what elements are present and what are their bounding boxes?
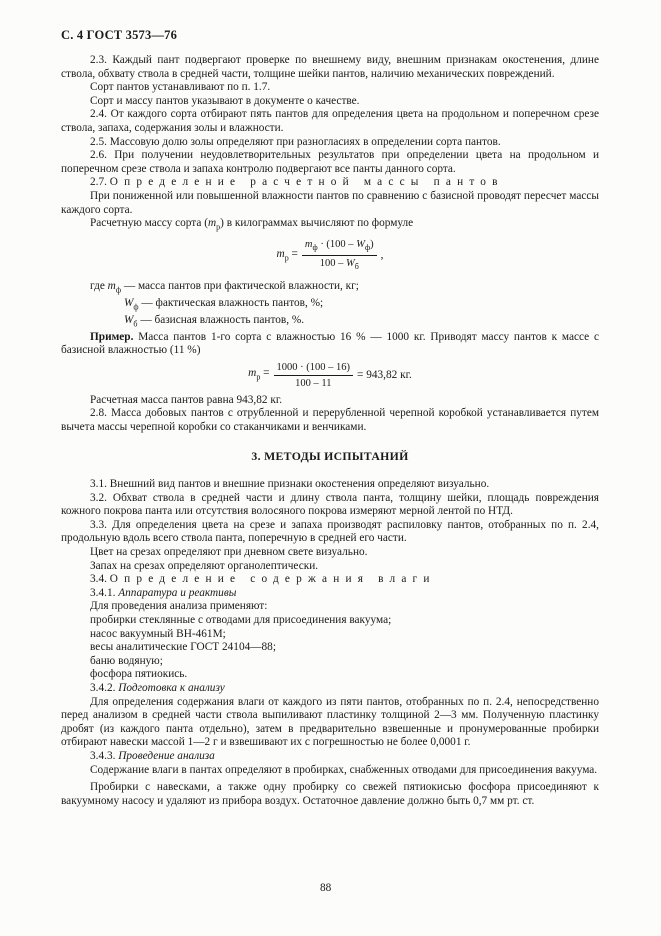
fraction [274,361,354,391]
paragraph-2-5: 2.5. Массовую долю золы определяют при разногласиях в определении сорта пантов. [90,135,501,148]
paragraph-2-4: 2.4. От каждого сорта отбирают пять пантов для определения цвета на продольном и поперечном срезе ствола, запаха, содержания золы и влажности. [61,108,599,134]
variable: W [345,258,355,270]
subscript: р [256,372,261,382]
numerator [302,238,377,257]
variable: W [124,313,134,326]
text-fragment: · (100 – [317,238,357,250]
paragraph-formula-intro [61,217,599,234]
clause-number: 3.4. [90,573,107,586]
equipment-item: пробирки стеклянные с отводами для присоединения вакуума; [90,614,392,626]
paragraph-smell: Запах на срезах определяют органолептически. [90,559,319,572]
subscript: б [354,262,359,272]
paragraph-grade-mass: Сорт и массу пантов указывают в документе о качестве. [90,94,360,107]
text-fragment: ) в килограммах вычисляют по формуле [220,217,414,230]
paragraph-result: Расчетная масса пантов равна 943,82 кг. [90,393,283,406]
paragraph-2-3: 2.3. Каждый пант подвергают проверке по внешнему виду, внешним признакам окостенения, длине ствола, обхвату ствола в средней части, толщине шейки пантов, наличию механических повреждений. [61,54,599,80]
subscript: ф [312,242,318,252]
equals-sign: = [291,247,298,260]
variable: m [107,279,116,292]
definition-w-b [61,314,599,331]
body-text [61,54,599,808]
paragraph-3-3: 3.3. Для определения цвета на срезе и запаха производят распиловку пантов, отобранных по п. 2.4, продольную вдоль всего ствола панта, поперечную в средней его части. [61,518,599,545]
formula-example [61,358,599,394]
paragraph-humidity: При пониженной или повышенной влажности пантов по сравнению с базисной проводят пересчет массы каждого сорта. [61,189,599,216]
denominator: 100 – 11 [295,378,332,390]
formula-calculated-mass [61,234,599,278]
paragraph-2-6: 2.6. При получении неудовлетворительных результатов при определении цвета на продольном и поперечном срезе ствола и запаха контролю подвергают все панты данного сорта. [61,149,599,175]
subscript: р [216,222,221,232]
result: = 943,82 кг. [357,368,412,381]
equipment-item: баню водяную; [90,654,163,667]
fraction [302,238,377,274]
denominator [320,256,359,274]
clause-number: 2.7. [90,176,107,189]
clause-number: 3.4.2. [90,681,116,694]
clause-number: 3.4.1. [90,586,116,599]
paragraph-example [61,331,599,358]
paragraph-apparatus-intro: Для проведения анализа применяют: [90,600,268,613]
definition-w-f [61,297,599,314]
paragraph-2-7 [61,176,599,190]
paragraph-analysis-b: Пробирки с навесками, а также одну пробирку со свежей пятиокисью фосфора присоединяют к вакуумному насосу и удаляют из прибора воздух. Остаточное давление должно быть 0,7 мм рт. ст. [61,781,599,807]
variable: W [124,296,134,309]
variable: W [356,238,365,250]
text-fragment: — масса пантов при фактической влажности, кг; [121,279,359,292]
variable: m [304,238,313,250]
subscript: ф [115,285,122,295]
equipment-item: фосфора пятиокись. [90,668,188,681]
paragraph-3-4-1 [61,587,599,601]
clause-title: Аппаратура и реактивы [118,586,237,599]
example-label: Пример. [90,330,134,343]
paragraph-3-4-2 [61,682,599,696]
paragraph-grade: Сорт пантов устанавливают по п. 1.7. [90,81,271,94]
equipment-item: насос вакуумный ВН-461М; [90,627,226,640]
page-number: 88 [320,882,332,894]
variable: m [276,247,285,260]
text-fragment: — фактическая влажность пантов, %; [138,296,324,309]
clause-number: 3.4.3. [90,749,116,762]
comma: , [380,249,384,262]
subscript: ф [133,302,139,312]
variable: m [207,217,217,230]
text-fragment: Расчетную массу сорта ( [90,217,208,230]
subscript: р [284,252,289,262]
paragraph-3-1: 3.1. Внешний вид пантов и внешние признаки окостенения определяют визуально. [90,478,490,491]
subscript: ф [364,242,371,252]
paragraph-3-4-3 [61,750,599,764]
text-fragment: 100 – [319,258,346,270]
equals-sign: = [263,367,270,380]
numerator: 1000 · (100 – 16) [274,361,354,377]
subscript: б [133,318,138,328]
text-fragment: — базисная влажность пантов, %. [137,313,305,326]
paragraph-3-4 [61,573,599,587]
variable: m [248,367,257,380]
clause-title: Подготовка к анализу [118,681,225,694]
text-fragment: ) [370,238,374,250]
text-fragment: где [90,279,108,292]
equipment-item: весы аналитические ГОСТ 24104—88; [90,641,276,654]
paragraph-color: Цвет на срезах определяют при дневном свете визуально. [90,546,368,559]
formula-definitions [61,280,599,331]
section-heading-3: 3. МЕТОДЫ ИСПЫТАНИЙ [251,449,409,464]
page-header: С. 4 ГОСТ 3573—76 [61,28,178,42]
clause-title: Проведение анализа [118,749,215,762]
text-fragment: Масса пантов 1-го сорта с влажностью 16 % — 1000 кг. Приводят массу пантов к массе с базисной влажностью (11 %) [61,330,599,357]
clause-title: Определение содержания влаги [109,573,436,586]
paragraph-analysis-a: Содержание влаги в пантах определяют в пробирках, снабженных отводами для присоединения вакуума. [90,763,598,776]
paragraph-3-2: 3.2. Обхват ствола в средней части и длину ствола панта, толщину шейки, площадь повреждения кожного покрова панта или отсутствия волосяного покрова измеряют мерной лентой по НТД. [61,491,599,518]
clause-title: Определение расчетной массы пантов [109,176,504,189]
paragraph-preparation: Для определения содержания влаги от каждого из пяти пантов, отобранных по п. 2.4, непосредственно перед анализом в средней части ствола выпиливают пластинку толщиной 2—3 мм. Полученную пластинку дробят (из каждого панта отдельно), затем в предварительно взвешенные и пронумерованные пробирки отбирают навески массой 1—2 г и взвешивают их с погрешностью не более 0,0001 г. [61,695,599,749]
definition-m-f [61,280,599,297]
paragraph-2-8: 2.8. Масса добовых пантов с отрубленной и перерубленной черепной коробкой устанавливается путем вычета массы черепной коробки со стаканчиками и венчиками. [61,407,599,433]
